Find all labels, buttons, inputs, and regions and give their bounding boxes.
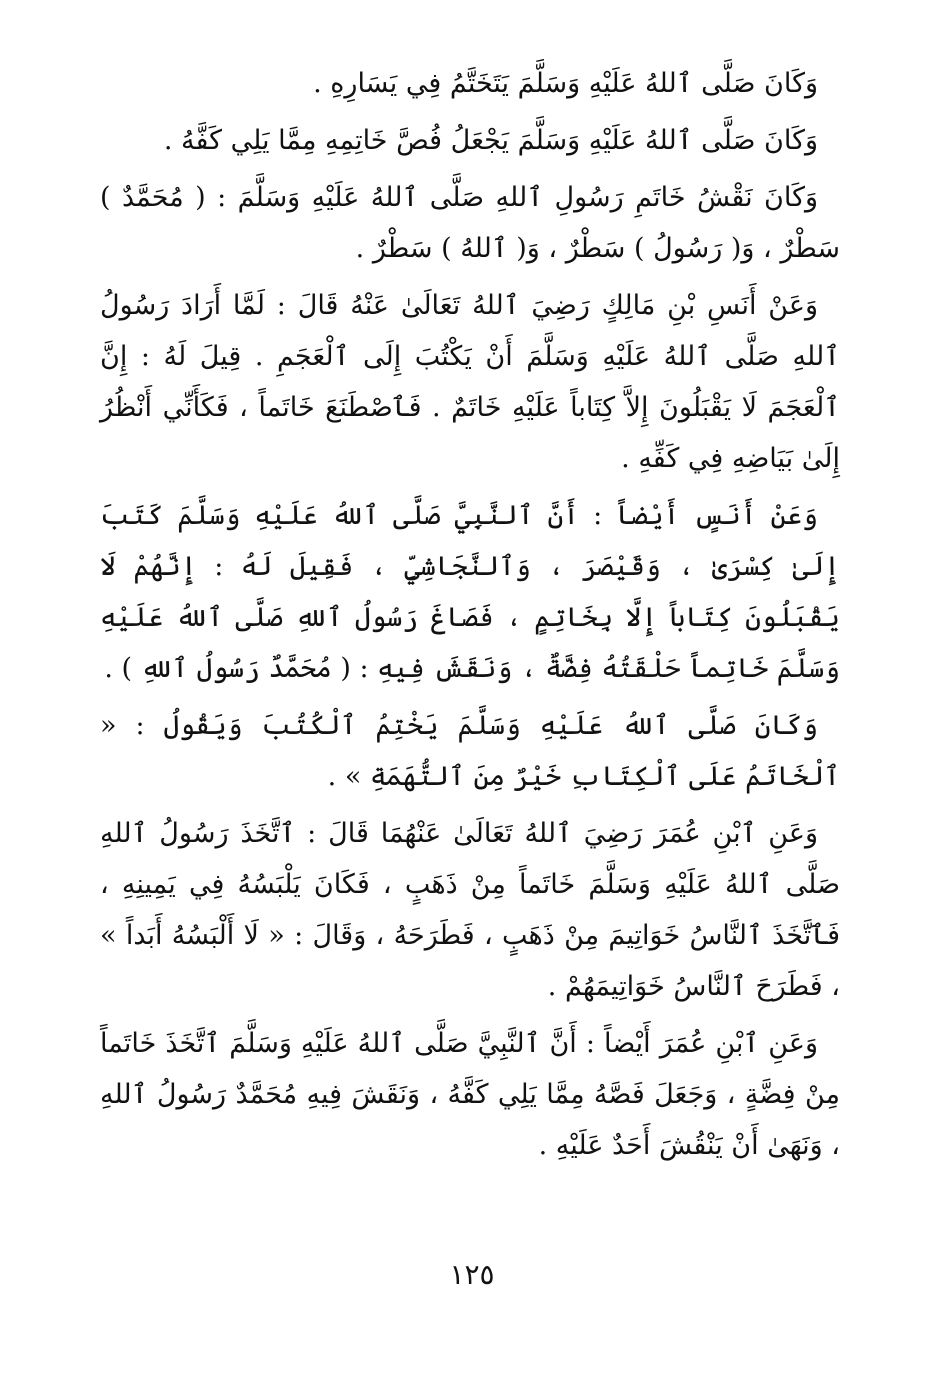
paragraph-8: وَعَنِ ٱبْنِ عُمَرَ أَيْضاً : أَنَّ ٱلنَّبِيَّ صَلَّى ٱللهُ عَلَيْهِ وَسَلَّمَ ٱتَّخَذَ خَاتَماً مِنْ فِضَّةٍ ، وَجَعَلَ فَصَّهُ مِمَّا يَلِي كَفَّهُ ، وَنَقَشَ فِيهِ مُحَمَّدٌ رَسُولُ ٱللهِ ، وَنَهَىٰ أَنْ يَنْقُشَ أَحَدٌ عَلَيْهِ . [100, 1028, 840, 1161]
paragraph-1: وَكَانَ صَلَّى ٱللهُ عَلَيْهِ وَسَلَّمَ يَتَخَتَّمُ فِي يَسَارِهِ . [313, 68, 818, 99]
paragraph-6: وَكَانَ صَلَّى ٱللهُ عَلَيْهِ وَسَلَّمَ يَخْتِمُ ٱلْكُتُبَ وَيَقُولُ : « ٱلْخَاتَمُ عَلَى ٱلْكِتَابِ خَيْرٌ مِنَ ٱلتُّهَمَةِ » . [100, 710, 840, 792]
paragraph-7: وَعَنِ ٱبْنِ عُمَرَ رَضِيَ ٱللهُ تَعَالَىٰ عَنْهُمَا قَالَ : ٱتَّخَذَ رَسُولُ ٱللهِ صَلَّى ٱللهُ عَلَيْهِ وَسَلَّمَ خَاتَماً مِنْ ذَهَبٍ ، فَكَانَ يَلْبَسُهُ فِي يَمِينِهِ ، فَٱتَّخَذَ ٱلنَّاسُ خَوَاتِيمَ مِنْ ذَهَبٍ ، فَطَرَحَهُ ، وَقَالَ : « لَا أَلْبَسُهُ أَبَداً » ، فَطَرَحَ ٱلنَّاسُ خَوَاتِيمَهُمْ . [100, 818, 840, 1002]
page-number: ١٢٥ [449, 1258, 495, 1291]
paragraph-3: وَكَانَ نَقْشُ خَاتَمِ رَسُولِ ٱللهِ صَلَّى ٱللهُ عَلَيْهِ وَسَلَّمَ : ( مُحَمَّدٌ ) سَطْرٌ ، وَ( رَسُولُ ) سَطْرٌ ، وَ( ٱللهُ ) سَطْرٌ . [100, 182, 840, 264]
paragraph-4: وَعَنْ أَنَسِ بْنِ مَالِكٍ رَضِيَ ٱللهُ تَعَالَىٰ عَنْهُ قَالَ : لَمَّا أَرَادَ رَسُولُ ٱللهِ صَلَّى ٱللهُ عَلَيْهِ وَسَلَّمَ أَنْ يَكْتُبَ إِلَى ٱلْعَجَمِ . قِيلَ لَهُ : إِنَّ ٱلْعَجَمَ لَا يَقْبَلُونَ إِلاَّ كِتَاباً عَلَيْهِ خَاتَمٌ . فَٱصْطَنَعَ خَاتَماً ، فَكَأَنِّي أَنْظُرُ إِلَىٰ بَيَاضِهِ فِي كَفِّهِ . [100, 290, 840, 474]
page-body [100, 58, 840, 1177]
paragraph-5: وَعَنْ أَنَسٍ أَيْضاً : أَنَّ ٱلنَّبِيَّ صَلَّى ٱللهُ عَلَيْهِ وَسَلَّمَ كَتَبَ إِلَىٰ كِسْرَىٰ ، وَقَيْصَرَ ، وَٱلنَّجَاشِيِّ ، فَقِيلَ لَهُ : إِنَّهُمْ لَا يَقْبَلُونَ كِتَاباً إِلَّا بِخَاتِمٍ ، فَصَاغَ رَسُولُ ٱللهِ صَلَّى ٱللهُ عَلَيْهِ وَسَلَّمَ خَاتِماً حَلْقَتُهُ فِضَّةٌ ، وَنَقَشَ فِيهِ : ( مُحَمَّدٌ رَسُولُ ٱللهِ ) . [100, 500, 840, 684]
paragraph-2: وَكَانَ صَلَّى ٱللهُ عَلَيْهِ وَسَلَّمَ يَجْعَلُ فُصَّ خَاتِمِهِ مِمَّا يَلِي كَفَّهُ . [163, 125, 818, 156]
